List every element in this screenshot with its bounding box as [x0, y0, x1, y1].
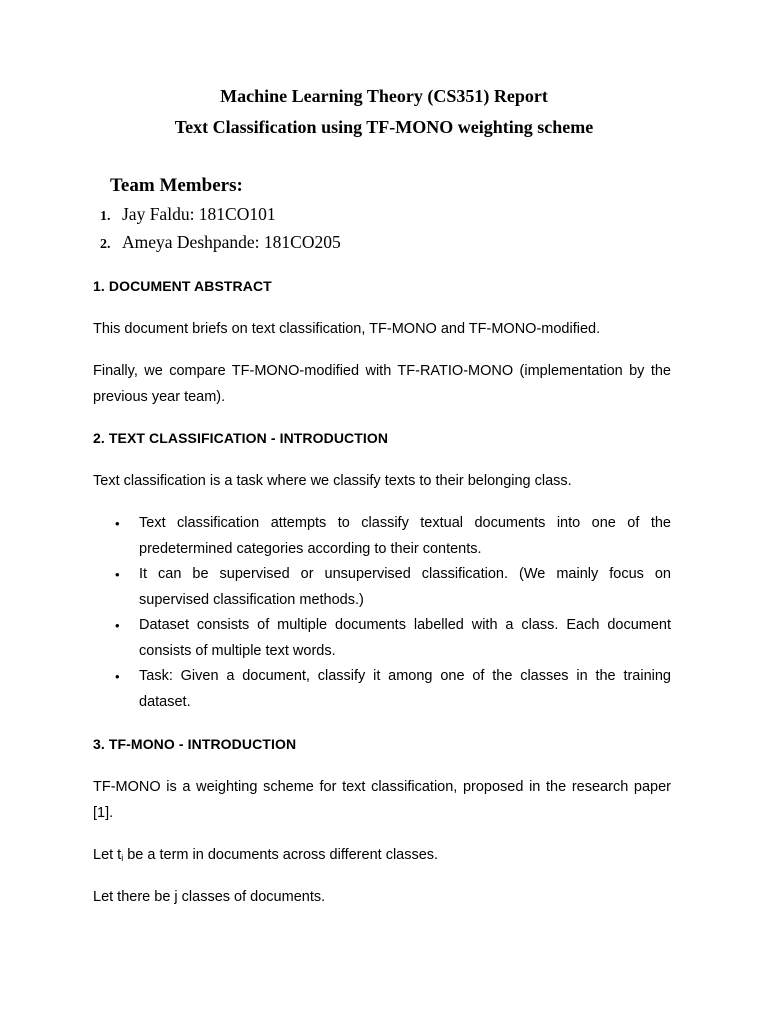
bullet-list: [93, 511, 671, 715]
bullet-icon: •: [115, 618, 120, 633]
bullet-icon: •: [115, 669, 120, 684]
list-item: [93, 562, 671, 613]
member-number: 1.: [100, 209, 111, 224]
abstract-paragraph: Finally, we compare TF-MONO-modified with TF-RATIO-MONO (implementation by the previous year team).: [93, 363, 671, 405]
bullet-icon: •: [115, 567, 120, 582]
section-heading-tf-mono: 3. TF-MONO - INTRODUCTION: [93, 736, 297, 752]
term-text-suffix: be a term in documents across different classes.: [123, 847, 439, 863]
team-member-item: [100, 204, 276, 225]
list-item: [93, 664, 671, 715]
tf-mono-classes-paragraph: Let there be j classes of documents.: [93, 889, 326, 905]
list-item-text: Text classification attempts to classify textual documents into one of the predetermined categories according to their contents.: [139, 515, 671, 557]
list-item: [93, 613, 671, 664]
list-item: [93, 511, 671, 562]
tf-mono-paragraph: TF-MONO is a weighting scheme for text classification, proposed in the research paper [1].: [93, 779, 671, 821]
list-item-text: It can be supervised or unsupervised classification. (We mainly focus on supervised classification methods.): [139, 566, 671, 608]
member-name: Jay Faldu: 181CO101: [122, 204, 276, 224]
report-subtitle: Text Classification using TF-MONO weighting scheme: [174, 117, 594, 137]
member-number: 2.: [100, 237, 111, 252]
tf-mono-term-paragraph: [93, 842, 671, 871]
section-heading-text-classification: 2. TEXT CLASSIFICATION - INTRODUCTION: [93, 430, 389, 446]
team-members-heading: Team Members:: [110, 175, 243, 196]
section-heading-abstract: 1. DOCUMENT ABSTRACT: [93, 278, 272, 294]
list-item-text: Dataset consists of multiple documents labelled with a class. Each document consists of multiple text words.: [139, 617, 671, 659]
bullet-icon: •: [115, 516, 120, 531]
term-subscript: i: [121, 853, 124, 863]
team-member-item: [100, 232, 341, 253]
report-title: Machine Learning Theory (CS351) Report: [220, 86, 548, 106]
text-classification-paragraph: Text classification is a task where we classify texts to their belonging class.: [93, 473, 572, 489]
term-text-prefix: Let t: [93, 847, 122, 863]
list-item-text: Task: Given a document, classify it among one of the classes in the training dataset.: [139, 668, 671, 710]
abstract-paragraph: This document briefs on text classification, TF-MONO and TF-MONO-modified.: [93, 321, 601, 337]
member-name: Ameya Deshpande: 181CO205: [122, 232, 341, 252]
